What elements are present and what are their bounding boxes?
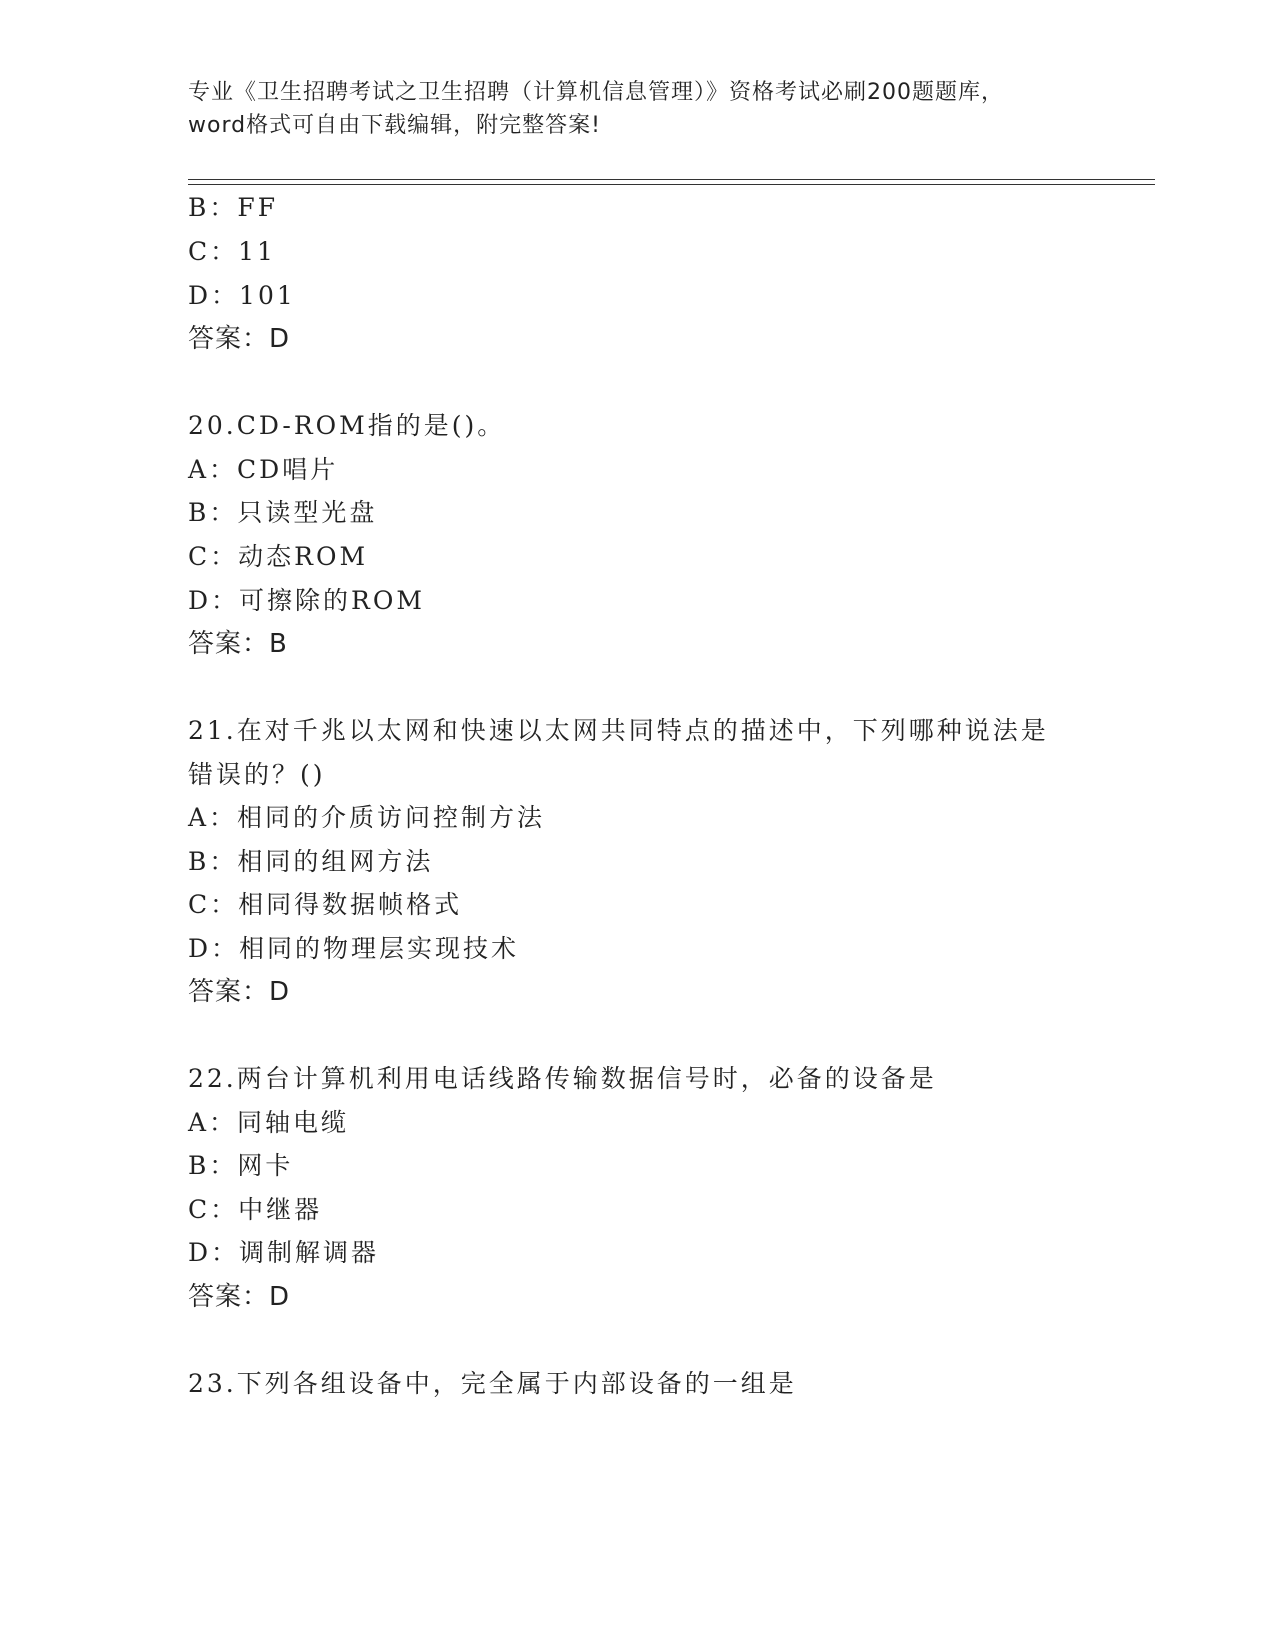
option-b: B：FF [188,193,279,222]
answer-line: 答案：D [188,1282,291,1312]
answer-line: 答案：D [188,977,291,1007]
option-a: A：相同的介质访问控制方法 [188,803,546,832]
question-stem: 21.在对千兆以太网和快速以太网共同特点的描述中，下列哪种说法是 [188,716,1049,745]
option-c: C：中继器 [188,1195,323,1224]
option-c: C：11 [188,237,276,266]
option-a: A：CD唱片 [188,455,339,484]
question-stem-continued: 错误的？() [188,760,326,789]
option-b: B：相同的组网方法 [188,847,434,876]
option-b: B：网卡 [188,1151,294,1180]
header-divider-top [188,179,1155,180]
question-stem: 23.下列各组设备中，完全属于内部设备的一组是 [188,1369,797,1398]
option-d: D：调制解调器 [188,1238,380,1267]
option-d: D：101 [188,281,296,310]
option-c: C：动态ROM [188,542,369,571]
option-c: C：相同得数据帧格式 [188,890,463,919]
header-title-line-1: 专业《卫生招聘考试之卫生招聘（计算机信息管理）》资格考试必刷200题题库， [188,80,1004,105]
document-header [188,76,1088,142]
option-d: D：可擦除的ROM [188,586,425,615]
option-b: B：只读型光盘 [188,498,378,527]
option-a: A：同轴电缆 [188,1108,350,1137]
header-title-line-2: word格式可自由下载编辑，附完整答案! [188,113,601,138]
option-d: D：相同的物理层实现技术 [188,934,520,963]
header-divider-bottom [188,184,1155,185]
answer-line: 答案：B [188,629,288,659]
question-stem: 22.两台计算机利用电话线路传输数据信号时，必备的设备是 [188,1064,937,1093]
answer-line: 答案：D [188,324,291,354]
question-stem: 20.CD-ROM指的是()。 [188,411,506,440]
